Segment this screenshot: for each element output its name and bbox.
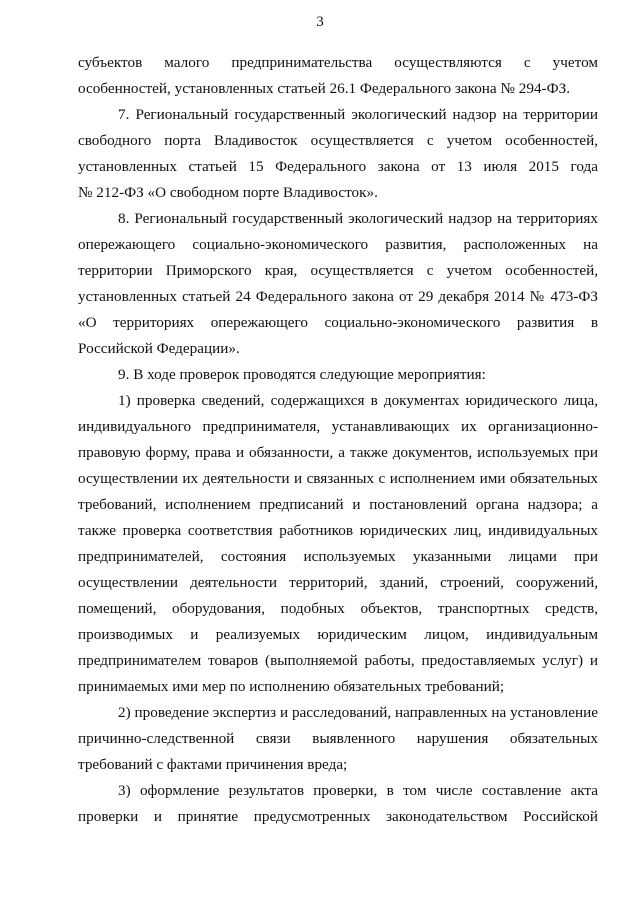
text-line: установленных статьей 15 Федерального закона от 13 июля 2015 года: [78, 158, 598, 175]
text-line: проверки и принятие предусмотренных законодательством Российской: [78, 808, 598, 825]
text-line: № 212-ФЗ «О свободном порте Владивосток».: [78, 184, 378, 201]
text-line: 1) проверка сведений, содержащихся в документах юридического лица,: [118, 392, 598, 409]
text-line: «О территориях опережающего социально-экономического развития в: [78, 314, 598, 331]
text-line: 8. Региональный государственный экологический надзор на территориях: [118, 210, 598, 227]
text-line: также проверка соответствия работников юридических лиц, индивидуальных: [78, 522, 598, 539]
document-body: [78, 50, 598, 830]
text-line: территории Приморского края, осуществляется с учетом особенностей,: [78, 262, 598, 279]
text-line: требований, исполнением предписаний и постановлений органа надзора; а: [78, 496, 598, 513]
text-line: причинно-следственной связи выявленного нарушения обязательных: [78, 730, 598, 747]
text-line: установленных статьей 24 Федерального закона от 29 декабря 2014 № 473-ФЗ: [78, 288, 598, 305]
text-line: осуществлении деятельности территорий, зданий, строений, сооружений,: [78, 574, 598, 591]
text-line: 7. Региональный государственный экологический надзор на территории: [118, 106, 598, 123]
text-line: требований с фактами причинения вреда;: [78, 756, 348, 773]
page-number: 3: [316, 14, 324, 30]
text-line: особенностей, установленных статьей 26.1 Федерального закона № 294-ФЗ.: [78, 80, 570, 97]
text-line: свободного порта Владивосток осуществляется с учетом особенностей,: [78, 132, 598, 149]
text-line: 3) оформление результатов проверки, в том числе составление акта: [118, 782, 598, 799]
text-line: помещений, оборудования, подобных объектов, транспортных средств,: [78, 600, 598, 617]
text-line: 2) проведение экспертиз и расследований, направленных на установление: [118, 704, 598, 721]
text-line: субъектов малого предпринимательства осуществляются с учетом: [78, 54, 598, 71]
text-line: Российской Федерации».: [78, 340, 240, 357]
text-line: опережающего социально-экономического развития, расположенных на: [78, 236, 598, 253]
text-line: правовую форму, права и обязанности, а также документов, используемых при: [78, 444, 598, 461]
text-line: принимаемых ими мер по исполнению обязательных требований;: [78, 678, 505, 695]
text-line: производимых и реализуемых юридическим лицом, индивидуальным: [78, 626, 598, 643]
text-line: предпринимателем товаров (выполняемой работы, предоставляемых услуг) и: [78, 652, 598, 669]
text-line: индивидуального предпринимателя, устанавливающих их организационно-: [78, 418, 598, 435]
text-line: предпринимателей, состояния используемых указанными лицами при: [78, 548, 598, 565]
text-line: осуществлении их деятельности и связанных с исполнением ими обязательных: [78, 470, 598, 487]
text-line: 9. В ходе проверок проводятся следующие мероприятия:: [118, 366, 486, 383]
